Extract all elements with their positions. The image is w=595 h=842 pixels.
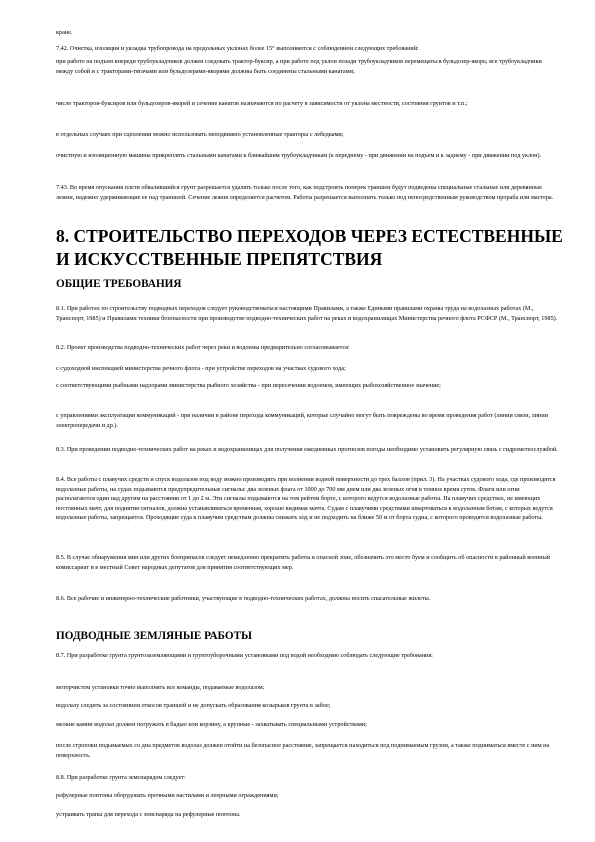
paragraph: 7.42. Очистка, изоляция и укладка трубопровода на продольных уклонах более 15° выполняются с соблюдением следующих требований: <box>56 45 419 52</box>
subsection-heading-general: ОБЩИЕ ТРЕБОВАНИЯ <box>56 278 182 290</box>
paragraph: водолазу следить за состоянием откосов траншей и не допускать образования козырьков грунта в забое; <box>56 702 331 709</box>
paragraph: с судоходной инспекцией министерства речного флота - при устройстве переходов на участках судового хода; <box>56 365 346 372</box>
paragraph: кране. <box>56 29 73 36</box>
paragraph: мелкие камни водолаз должен погружать в бадью или корзину, а крупные - захватывать специальными устройствами; <box>56 721 367 728</box>
paragraph: 8.6. Все рабочие и инженерно-технические работники, участвующие в подводно-технических работах, должны носить спасательные жилеты. <box>56 595 431 602</box>
paragraph: после стропоки подымаемых со дна предметов водолаз должен отойти на безопасное расстояние, запрещается находиться под поднимаемым грузом, а также подниматься вместе с ним на поверхность. <box>56 742 550 759</box>
paragraph: очистную и изоляционную машины прикреплять стальными канатами к ближайшим трубоукладчикам (к переднему - при движении на подъем и к заднему - при движении под уклон). <box>56 152 542 159</box>
paragraph: 8.1. При работах по строительству подводных переходов следует руководствоваться настоящими Правилами, а также Едиными правилами охраны труда на водолазных работах (М., Транспорт, 1985) и Правилами техники безопасности при производстве подводно-технических работ на реках и водохранилищах Министерства речного флота РСФСР (М., Транспорт, 1985). <box>56 305 558 322</box>
paragraph: с управлениями эксплуатации коммуникаций - при наличии в районе перехода коммуникаций, которые случайно могут быть повреждены во время проведения работ (линии связи, линии электропередачи и др.). <box>56 412 548 429</box>
paragraph: 8.4. Все работы с плавучих средств и спуск водолазов под воду можно производить при волнении водной поверхности до трех баллов (прил. 3). На участках судового хода, где производятся водолазные работы, на судах подымаются предупредительные сигналы: два зеленых флага от 1000 до 700 мм днем или два зеленых огня в темное время суток. Флаги или огни располагаются один над другим на расстоянии от 1 до 2 м. Эти сигналы подымаются на том рейтом борте, с которого ведутся водолазные работы. На плавучих средствах, не имеющих постоянных мачт, для поднятия сигналов, должна устанавливаться временная, хорошо видимая мачта. Судам с плавучими средствами швартоваться к водолазным ботам, с которых ведутся водолазные работы, запрещается. Проходящие суда к плавучим средствам должны снижать ход и не подходить на ближе 50 м от борта судна, с которого проводятся водолазные работы. <box>56 476 556 521</box>
paragraph: 8.7. При разработке грунта грунтозаземляющими и грунтоуборочными установками под водой необходимо соблюдать следующие требования: <box>56 652 433 659</box>
paragraph: 8.5. В случае обнаружения мин или других боеприпасов следует немедленно прекратить работы в опасной зоне, обозначить это место буем и сообщить об опасности в районный военный комиссариат и в местный Совет народных депутатов для принятия соответствующих мер. <box>56 554 551 571</box>
paragraph: моторчистом установки точно выполнять все команды, подаваемые водолазом; <box>56 684 265 691</box>
paragraph: 8.8. При разработке грунта земснарядом следует: <box>56 774 186 781</box>
subsection-heading-underwater: ПОДВОДНЫЕ ЗЕМЛЯНЫЕ РАБОТЫ <box>56 630 253 642</box>
paragraph: 8.2. Проект производства подводно-технических работ через реки и водоемы предварительно согласовывается: <box>56 344 350 351</box>
paragraph: число тракторов-буксиров или бульдозеров-якорей и сечение канатов назначаются по расчету в зависимости от уклона местности, состояния грунтов и т.п.; <box>56 100 468 107</box>
section-title: 8. СТРОИТЕЛЬСТВО ПЕРЕХОДОВ ЧЕРЕЗ ЕСТЕСТВЕННЫЕ И ИСКУССТВЕННЫЕ ПРЕПЯТСТВИЯ <box>56 226 563 269</box>
paragraph: в отдельных случаях при сцеплении можно использовать неподвижно установленные тракторы с лебедками; <box>56 131 344 138</box>
paragraph: рефулерные понтоны оборудовать прочными настилами и леерными ограждениями; <box>56 792 279 799</box>
paragraph: с соответствующими рыбными надзорами министерства рыбного хозяйства - при пересечении водоемов, имеющих рыбохозяйственное значение; <box>56 382 441 389</box>
paragraph: устраивать трапы для перехода с земснаряда на рефулерные понтоны. <box>56 811 241 818</box>
paragraph: при работе на подъем впереди трубоукладчиков должен следовать трактор-буксир, а при работе под уклон позади трубоукладчиков перемещаться бульдозер-якорь; все трубоукладчики между собой и с тракторами-тягачами или бульдозерами-якорями должны быть соединены стальными канатами; <box>56 58 542 75</box>
paragraph: 7.43. Во время опускания плети обвалившийся грунт разрешается удалять только после того, как подстроить поперек траншеи будут подведены специальные стальные или деревянные лежни, надежно удерживающие ее над траншеей. Сечение лежня определяется расчетом. Работы разрешается выполнять только под непосредственным руководством прораба или мастера. <box>56 184 554 201</box>
paragraph: 8.3. При проведении подводно-технических работ на реках и водохранилищах для получения ежедневных прогнозов погоды необходимо установить регулярную связь с гидрометеослужбой. <box>56 446 558 453</box>
